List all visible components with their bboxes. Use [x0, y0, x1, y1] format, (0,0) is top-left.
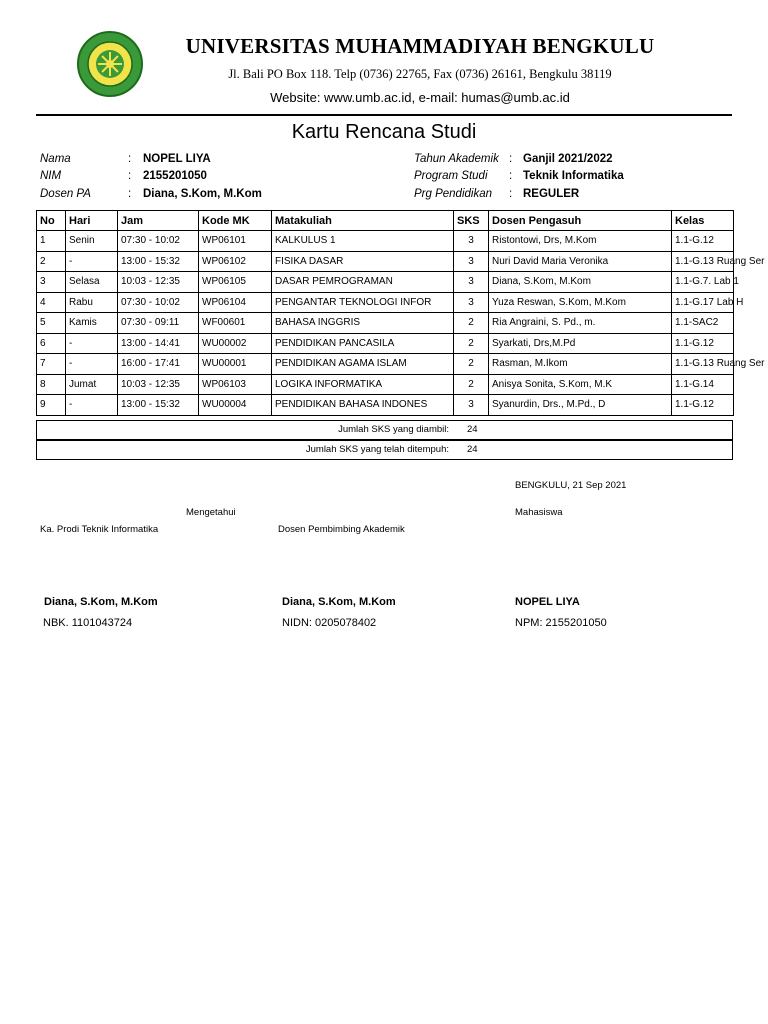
- cell-no: 6: [37, 333, 66, 354]
- cell-jam: 10:03 - 12:35: [118, 374, 199, 395]
- table-row: [37, 292, 734, 313]
- cell-hari: Kamis: [66, 313, 118, 334]
- cell-matakuliah: LOGIKA INFORMATIKA: [272, 374, 454, 395]
- course-table: [36, 210, 765, 416]
- cell-jam: 10:03 - 12:35: [118, 272, 199, 293]
- cell-sks: 3: [454, 231, 489, 252]
- table-row: [37, 395, 734, 416]
- summary-taken-value: 24: [467, 424, 478, 435]
- advisor-id: NIDN: 0205078402: [282, 617, 377, 629]
- cell-matakuliah: PENGANTAR TEKNOLOGI INFOR: [272, 292, 454, 313]
- cell-matakuliah: PENDIDIKAN PANCASILA: [272, 333, 454, 354]
- col-header-hari: Hari: [66, 211, 118, 231]
- summary-taken-label: Jumlah SKS yang diambil:: [338, 424, 449, 435]
- info-value-tahun-akademik: Ganjil 2021/2022: [523, 153, 613, 165]
- cell-kelas: 1.1-G.13 Ruang Ser: [672, 251, 734, 272]
- summary-taken-row: [36, 420, 733, 440]
- cell-kelas: 1.1-G.12: [672, 395, 734, 416]
- info-label-nim: NIM: [40, 170, 62, 182]
- cell-hari: Senin: [66, 231, 118, 252]
- student-id: NPM: 2155201050: [515, 617, 607, 629]
- cell-jam: 07:30 - 10:02: [118, 292, 199, 313]
- university-address: Jl. Bali PO Box 118. Telp (0736) 22765, Fax (0736) 26161, Bengkulu 38119: [228, 67, 612, 81]
- cell-sks: 2: [454, 333, 489, 354]
- info-sep: :: [128, 188, 132, 200]
- info-label-tahun-akademik: Tahun Akademik: [414, 153, 499, 165]
- col-header-jam: Jam: [118, 211, 199, 231]
- info-value-nama: NOPEL LIYA: [143, 153, 211, 165]
- cell-hari: -: [66, 251, 118, 272]
- advisor-role: Dosen Pembimbing Akademik: [278, 524, 405, 535]
- table-row: [37, 354, 734, 375]
- cell-kode-mk: WP06104: [199, 292, 272, 313]
- cell-kelas: 1.1-G.7. Lab 1: [672, 272, 734, 293]
- cell-kode-mk: WU00002: [199, 333, 272, 354]
- info-label-prg-pendidikan: Prg Pendidikan: [414, 188, 492, 200]
- table-row: [37, 251, 734, 272]
- cell-no: 9: [37, 395, 66, 416]
- cell-sks: 2: [454, 354, 489, 375]
- info-sep: :: [509, 153, 513, 165]
- cell-jam: 07:30 - 09:11: [118, 313, 199, 334]
- cell-dosen: Yuza Reswan, S.Kom, M.Kom: [489, 292, 672, 313]
- cell-kode-mk: WU00004: [199, 395, 272, 416]
- cell-no: 4: [37, 292, 66, 313]
- info-label-dosen-pa: Dosen PA: [40, 188, 91, 200]
- cell-no: 1: [37, 231, 66, 252]
- info-sep: :: [509, 188, 513, 200]
- cell-hari: -: [66, 354, 118, 375]
- document-title: Kartu Rencana Studi: [291, 121, 477, 143]
- place-date: BENGKULU, 21 Sep 2021: [515, 480, 627, 491]
- cell-no: 8: [37, 374, 66, 395]
- cell-jam: 13:00 - 15:32: [118, 395, 199, 416]
- cell-hari: Rabu: [66, 292, 118, 313]
- col-header-kelas: Kelas: [672, 211, 734, 231]
- cell-kelas: 1.1-G.12: [672, 231, 734, 252]
- cell-kode-mk: WP06105: [199, 272, 272, 293]
- cell-jam: 13:00 - 15:32: [118, 251, 199, 272]
- cell-sks: 2: [454, 374, 489, 395]
- cell-matakuliah: PENDIDIKAN AGAMA ISLAM: [272, 354, 454, 375]
- cell-hari: -: [66, 395, 118, 416]
- col-header-matakuliah: Matakuliah: [272, 211, 454, 231]
- cell-sks: 3: [454, 292, 489, 313]
- cell-dosen: Syarkati, Drs,M.Pd: [489, 333, 672, 354]
- cell-matakuliah: PENDIDIKAN BAHASA INDONES: [272, 395, 454, 416]
- info-label-nama: Nama: [40, 153, 71, 165]
- cell-no: 7: [37, 354, 66, 375]
- info-value-nim: 2155201050: [143, 170, 207, 182]
- cell-kelas: 1.1-G.13 Ruang Ser: [672, 354, 734, 375]
- info-value-program-studi: Teknik Informatika: [523, 170, 624, 182]
- cell-kode-mk: WF00601: [199, 313, 272, 334]
- col-header-kode-mk: Kode MK: [199, 211, 272, 231]
- info-value-dosen-pa: Diana, S.Kom, M.Kom: [143, 188, 262, 200]
- cell-matakuliah: FISIKA DASAR: [272, 251, 454, 272]
- student-name: NOPEL LIYA: [515, 596, 580, 608]
- kaprodi-name: Diana, S.Kom, M.Kom: [44, 596, 158, 608]
- cell-dosen: Syanurdin, Drs., M.Pd., D: [489, 395, 672, 416]
- kaprodi-id: NBK. 1101043724: [43, 617, 133, 629]
- student-role: Mahasiswa: [515, 507, 563, 518]
- cell-sks: 3: [454, 251, 489, 272]
- kaprodi-role: Ka. Prodi Teknik Informatika: [40, 524, 159, 535]
- table-row: [37, 313, 734, 334]
- cell-hari: -: [66, 333, 118, 354]
- info-label-program-studi: Program Studi: [414, 170, 488, 182]
- cell-matakuliah: KALKULUS 1: [272, 231, 454, 252]
- cell-no: 5: [37, 313, 66, 334]
- table-header-row: [37, 211, 734, 231]
- info-sep: :: [128, 153, 132, 165]
- cell-hari: Selasa: [66, 272, 118, 293]
- col-header-sks: SKS: [454, 211, 489, 231]
- cell-kode-mk: WP06101: [199, 231, 272, 252]
- summary-passed-row: [36, 440, 733, 460]
- table-row: [37, 374, 734, 395]
- cell-dosen: Ristontowi, Drs, M.Kom: [489, 231, 672, 252]
- cell-sks: 3: [454, 272, 489, 293]
- cell-dosen: Nuri David Maria Veronika: [489, 251, 672, 272]
- cell-matakuliah: BAHASA INGGRIS: [272, 313, 454, 334]
- cell-sks: 2: [454, 313, 489, 334]
- cell-kelas: 1.1-G.12: [672, 333, 734, 354]
- summary-passed-value: 24: [467, 444, 478, 455]
- university-name: UNIVERSITAS MUHAMMADIYAH BENGKULU: [185, 34, 655, 58]
- cell-jam: 13:00 - 14:41: [118, 333, 199, 354]
- table-row: [37, 272, 734, 293]
- header-divider: [36, 114, 732, 116]
- cell-kelas: 1.1-G.17 Lab H: [672, 292, 734, 313]
- acknowledged-label: Mengetahui: [186, 507, 236, 518]
- info-sep: :: [128, 170, 132, 182]
- col-header-no: No: [37, 211, 66, 231]
- cell-kode-mk: WP06102: [199, 251, 272, 272]
- advisor-name: Diana, S.Kom, M.Kom: [282, 596, 396, 608]
- table-row: [37, 333, 734, 354]
- cell-matakuliah: DASAR PEMROGRAMAN: [272, 272, 454, 293]
- cell-no: 2: [37, 251, 66, 272]
- info-sep: :: [509, 170, 513, 182]
- cell-hari: Jumat: [66, 374, 118, 395]
- cell-jam: 07:30 - 10:02: [118, 231, 199, 252]
- cell-kode-mk: WU00001: [199, 354, 272, 375]
- cell-no: 3: [37, 272, 66, 293]
- col-header-dosen: Dosen Pengasuh: [489, 211, 672, 231]
- table-row: [37, 231, 734, 252]
- cell-dosen: Diana, S.Kom, M.Kom: [489, 272, 672, 293]
- cell-dosen: Anisya Sonita, S.Kom, M.K: [489, 374, 672, 395]
- university-website: Website: www.umb.ac.id, e-mail: humas@umb.ac.id: [270, 90, 570, 105]
- summary-passed-label: Jumlah SKS yang telah ditempuh:: [305, 444, 449, 455]
- cell-kode-mk: WP06103: [199, 374, 272, 395]
- cell-kelas: 1.1-G.14: [672, 374, 734, 395]
- cell-jam: 16:00 - 17:41: [118, 354, 199, 375]
- cell-kelas: 1.1-SAC2: [672, 313, 734, 334]
- university-logo: [76, 30, 144, 98]
- cell-sks: 3: [454, 395, 489, 416]
- cell-dosen: Rasman, M.Ikom: [489, 354, 672, 375]
- cell-dosen: Ria Angraini, S. Pd., m.: [489, 313, 672, 334]
- info-value-prg-pendidikan: REGULER: [523, 188, 580, 200]
